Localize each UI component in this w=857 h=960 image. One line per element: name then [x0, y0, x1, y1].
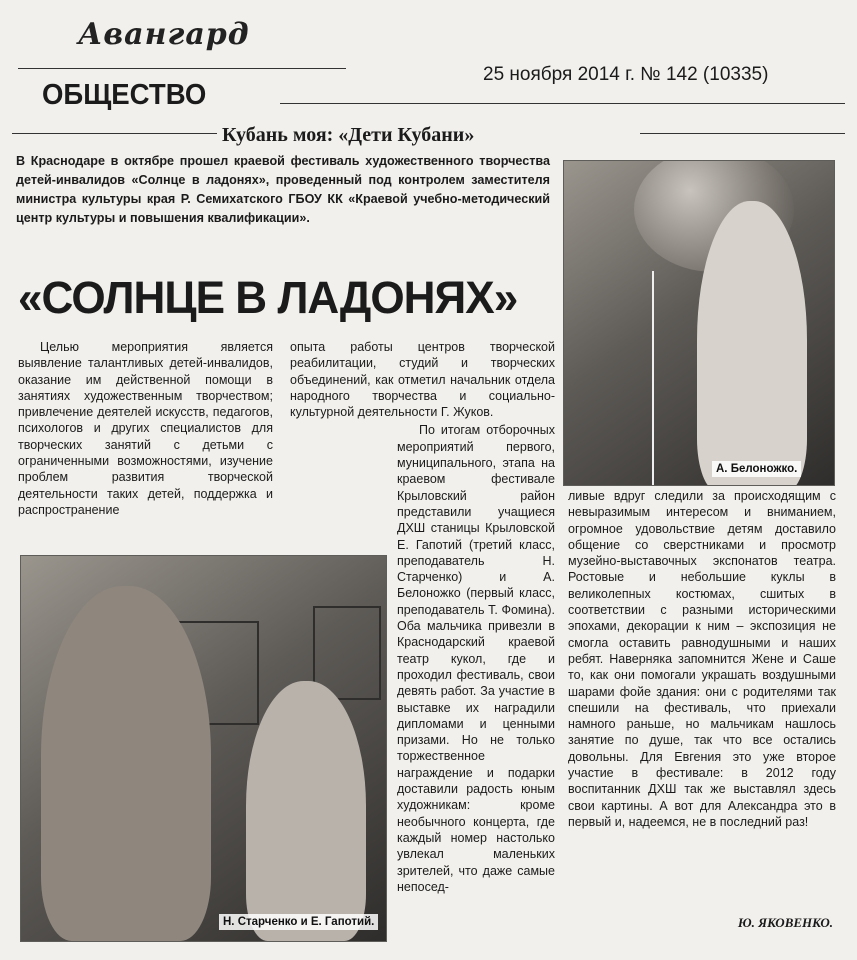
rubric-rule-right	[640, 133, 845, 134]
article-paragraph: опыта работы центров творческой реабилитации, студий и творческих объединений, как отметил начальник отдела народного творчества и социально-культурной деятельности Г. Жуков.	[290, 340, 555, 420]
issue-date-number: 25 ноября 2014 г. № 142 (10335)	[483, 64, 769, 85]
article-paragraph: ливые вдруг следили за происходящим с невыразимым интересом и вниманием, огромное удовольствие детям доставило общение со сверстниками и просмотр музейно-выставочных экспонатов театра. Ростовые и небольшие куклы в великолепных костюмах, сшитых в соответствии с разными историческими эпохами, декорации к ним – экспозиция не смогла оставить равнодушными и наших ребят. Наверняка запомнится Жене и Саше то, как они помогали украшать воздушными шарами фойе здания: они с родителями так спешили на фестиваль, что приехали намного раньше, но мальчикам нашлось занятие по душе, так что все остались довольны. Для Евгения это уже второе участие в фестивале: в 2012 году воспитанник ДХШ так же выставлял здесь свои картины. А вот для Александра это в первый и, надеемся, не в последний раз!	[568, 489, 836, 829]
photo-caption: А. Белоножко.	[712, 461, 801, 477]
photo-caption: Н. Старченко и Е. Гапотий.	[219, 914, 378, 930]
article-column-3	[568, 488, 836, 830]
article-column-1	[18, 339, 273, 518]
photo-teacher-and-student	[20, 555, 387, 942]
boy-figure	[697, 201, 807, 486]
balloon-string	[652, 271, 654, 486]
masthead-rule-right	[280, 103, 845, 104]
article-author: Ю. ЯКОВЕНКО.	[737, 915, 833, 930]
child-figure	[246, 681, 366, 941]
photo-boy-with-balloons	[563, 160, 835, 486]
lede-paragraph: В Краснодаре в октябре прошел краевой фестиваль художественного творчества детей-инвалидов «Солнце в ладонях», проведенный под контролем заместителя министра культуры края Р. Семихатского ГБОУ КК «Краевой учебно-методический центр культуры и повышения квалификации».	[16, 154, 550, 225]
newspaper-name: Авангард	[78, 17, 250, 52]
article-paragraph: По итогам отборочных мероприятий первого, муниципального, этапа на краевом фестивале Крыловский район представили учащиеся ДХШ станицы Крыловской Е. Гапотий (третий класс, преподаватель Н. Старченко) и А. Белоножко (первый класс, преподаватель Т. Фомина). Оба мальчика привезли в Краснодарский краевой театр кукол, где и проходил фестиваль, свои девять работ. За участие в выставке их наградили дипломами и ценными призами. Но не только торжественное награждение и подарки доставили радость юным художникам: кроме необычного концерта, где каждый номер настолько увлекал маленьких зрителей, что даже самые непосед-	[397, 423, 555, 894]
rubric-title: Кубань моя: «Дети Кубани»	[222, 124, 475, 146]
article-paragraph: Целью мероприятия является выявление талантливых детей-инвалидов, оказание им действенной помощи в занятиях художественным творчеством; привлечение деятелей искусств, педагогов, психологов и других специалистов для творческих занятий с детьми с ограниченными возможностями, изучение проблем развития творческой деятельности таких детей, поддержка и распространение	[18, 340, 273, 517]
article-headline: «СОЛНЦЕ В ЛАДОНЯХ»	[18, 272, 518, 323]
masthead-rule-left	[18, 68, 346, 69]
section-title: ОБЩЕСТВО	[42, 79, 207, 111]
adult-figure	[41, 586, 211, 941]
rubric-rule-left	[12, 133, 217, 134]
